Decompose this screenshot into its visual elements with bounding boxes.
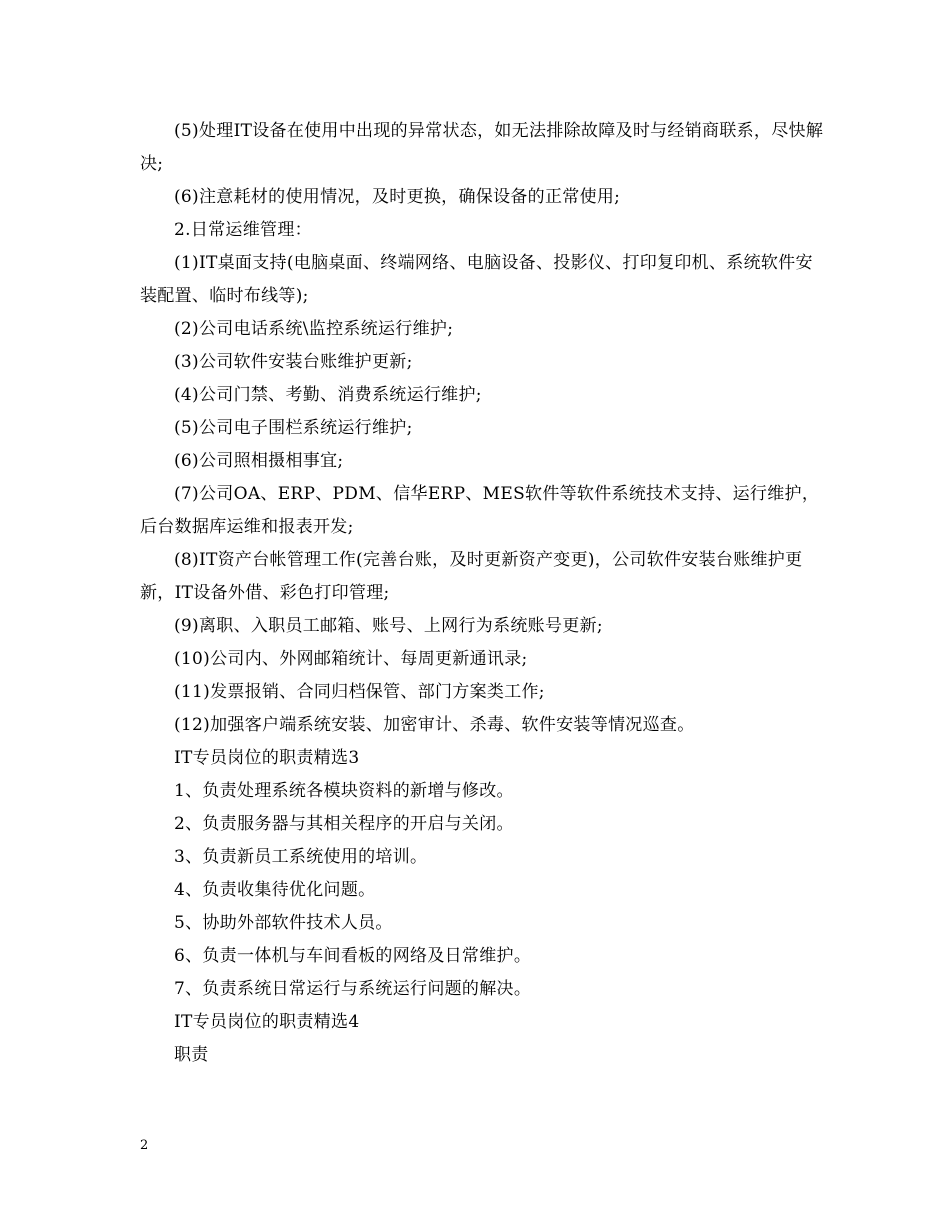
paragraph: (6)公司照相摄相事宜; — [174, 451, 344, 471]
paragraph: 1、负责处理系统各模块资料的新增与修改。 — [174, 781, 514, 801]
document-body — [140, 115, 830, 1072]
paragraph: (3)公司软件安装台账维护更新; — [174, 352, 413, 372]
section-heading: 2.日常运维管理： — [174, 220, 312, 240]
paragraph: (2)公司电话系统\监控系统运行维护; — [174, 319, 454, 339]
paragraph: (10)公司内、外网邮箱统计、每周更新通讯录; — [174, 649, 528, 669]
page-number: 2 — [140, 1138, 149, 1153]
section-heading: IT专员岗位的职责精选3 — [174, 748, 360, 768]
paragraph: (5)处理IT设备在使用中出现的异常状态，如无法排除故障及时与经销商联系，尽快解决; — [140, 121, 824, 174]
paragraph: (7)公司OA、ERP、PDM、信华ERP、MES软件等软件系统技术支持、运行维护，后台数据库运维和报表开发; — [140, 484, 820, 537]
paragraph: (12)加强客户端系统安装、加密审计、杀毒、软件安装等情况巡查。 — [174, 715, 695, 735]
paragraph: (5)公司电子围栏系统运行维护; — [174, 418, 413, 438]
paragraph: (8)IT资产台帐管理工作(完善台账，及时更新资产变更)，公司软件安装台账维护更新，IT设备外借、彩色打印管理; — [140, 550, 803, 603]
paragraph: (11)发票报销、合同归档保管、部门方案类工作; — [174, 682, 545, 702]
paragraph: 7、负责系统日常运行与系统运行问题的解决。 — [174, 979, 532, 999]
paragraph: (6)注意耗材的使用情况，及时更换，确保设备的正常使用; — [174, 187, 621, 207]
paragraph: 6、负责一体机与车间看板的网络及日常维护。 — [174, 946, 532, 966]
paragraph: (1)IT桌面支持(电脑桌面、终端网络、电脑设备、投影仪、打印复印机、系统软件安装配置、临时布线等); — [140, 253, 813, 306]
paragraph: 2、负责服务器与其相关程序的开启与关闭。 — [174, 814, 514, 834]
paragraph: (4)公司门禁、考勤、消费系统运行维护; — [174, 385, 482, 405]
section-heading: IT专员岗位的职责精选4 — [174, 1012, 360, 1032]
paragraph: (9)离职、入职员工邮箱、账号、上网行为系统账号更新; — [174, 616, 603, 636]
paragraph: 职责 — [174, 1045, 209, 1065]
paragraph: 3、负责新员工系统使用的培训。 — [174, 847, 428, 867]
paragraph: 4、负责收集待优化问题。 — [174, 880, 376, 900]
paragraph: 5、协助外部软件技术人员。 — [174, 913, 393, 933]
